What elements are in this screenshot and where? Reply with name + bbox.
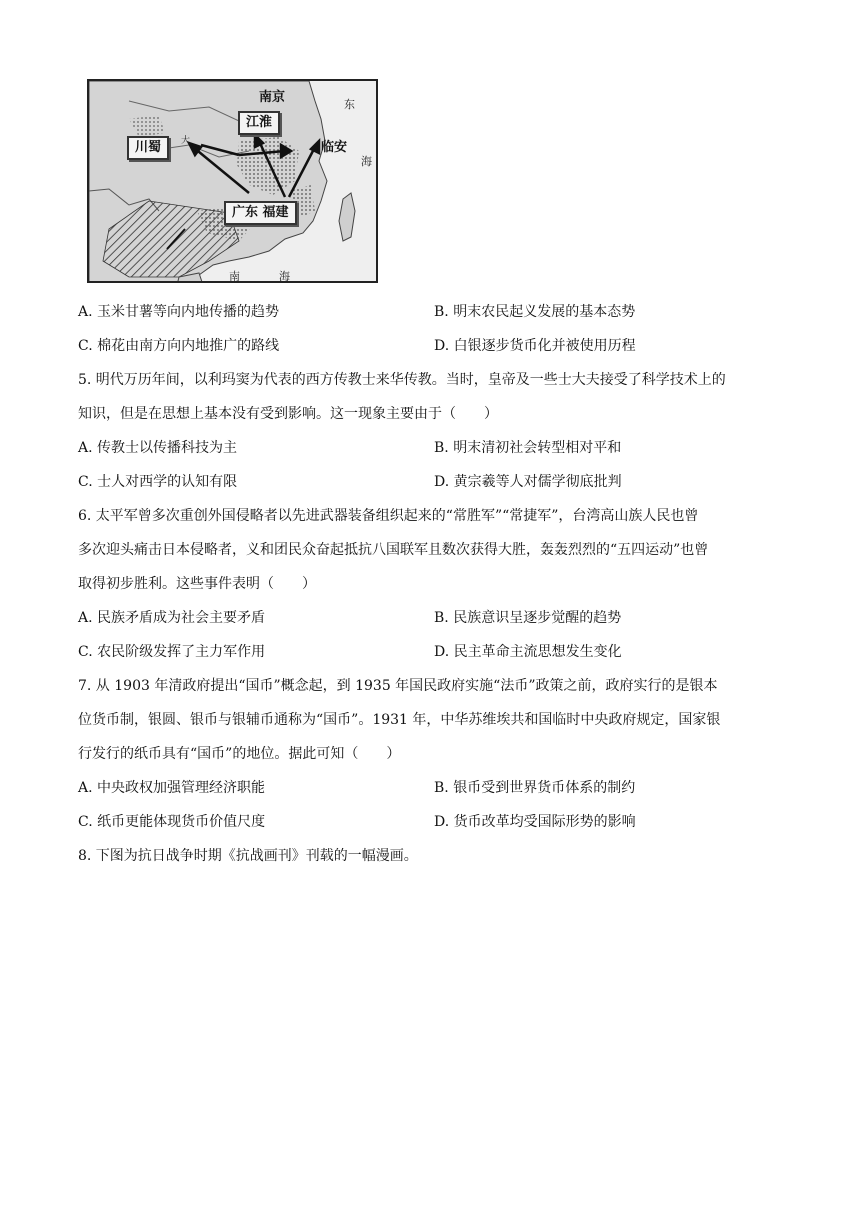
q7-stem-line-2: 位货币制，银圆、银币与银辅币通称为“国币”。1931 年，中华苏维埃共和国临时中央政府规定，国家银	[78, 712, 721, 728]
q6-option-d: D. 民主革命主流思想发生变化	[434, 644, 622, 660]
map-label-east-sea-2: 海	[361, 155, 372, 168]
map-label-nanjing: 南京	[259, 90, 286, 105]
q5-stem-line-1: 5. 明代万历年间，以利玛窦为代表的西方传教士来华传教。当时，皇帝及一些士大夫接受了科学技术上的	[78, 372, 726, 388]
q7-option-b: B. 银币受到世界货币体系的制约	[434, 780, 636, 796]
q7-option-d: D. 货币改革均受国际形势的影响	[434, 814, 636, 830]
q6-stem-line-1: 6. 太平军曾多次重创外国侵略者以先进武器装备组织起来的“常胜军”“常捷军”，台湾高山族人民也曾	[78, 508, 699, 524]
q4-option-b: B. 明末农民起义发展的基本态势	[434, 304, 636, 320]
map-label-east-sea-1: 东	[344, 98, 355, 111]
map-label-south-sea-1: 南	[229, 270, 240, 283]
q5-option-d: D. 黄宗羲等人对儒学彻底批判	[434, 474, 622, 490]
map-label-linan: 临安	[321, 140, 348, 155]
q7-option-a: A. 中央政权加强管理经济职能	[78, 780, 266, 796]
q6-stem-line-2: 多次迎头痛击日本侵略者，义和团民众奋起抵抗八国联军且数次获得大胜，轰轰烈烈的“五四运动”也曾	[78, 542, 709, 558]
map-label-jianghuai: 江淮	[238, 111, 280, 135]
q5-option-c: C. 士人对西学的认知有限	[78, 474, 238, 490]
q4-option-a: A. 玉米甘薯等向内地传播的趋势	[78, 304, 280, 320]
q7-stem-line-1: 7. 从 1903 年清政府提出“国币”概念起，到 1935 年国民政府实施“法币”政策之前，政府实行的是银本	[78, 678, 718, 694]
q7-stem-line-3: 行发行的纸币具有“国币”的地位。据此可知（ ）	[78, 746, 401, 762]
q5-option-b: B. 明末清初社会转型相对平和	[434, 440, 622, 456]
map-drawing	[89, 81, 378, 283]
q6-option-b: B. 民族意识呈逐步觉醒的趋势	[434, 610, 622, 626]
q8-stem-line-1: 8. 下图为抗日战争时期《抗战画刊》刊载的一幅漫画。	[78, 848, 418, 864]
map-label-tai: 大	[181, 136, 191, 146]
historical-map	[87, 79, 378, 283]
q7-option-c: C. 纸币更能体现货币价值尺度	[78, 814, 266, 830]
q4-option-d: D. 白银逐步货币化并被使用历程	[434, 338, 636, 354]
map-label-chuanshu: 川蜀	[127, 136, 169, 160]
q6-option-c: C. 农民阶级发挥了主力军作用	[78, 644, 266, 660]
q4-option-c: C. 棉花由南方向内地推广的路线	[78, 338, 280, 354]
map-label-south-sea-2: 海	[279, 270, 290, 283]
map-label-guangdong-fujian: 广东 福建	[224, 201, 297, 225]
q5-option-a: A. 传教士以传播科技为主	[78, 440, 238, 456]
q5-stem-line-2: 知识，但是在思想上基本没有受到影响。这一现象主要由于（ ）	[78, 406, 498, 422]
q6-option-a: A. 民族矛盾成为社会主要矛盾	[78, 610, 266, 626]
q6-stem-line-3: 取得初步胜利。这些事件表明（ ）	[78, 576, 316, 592]
